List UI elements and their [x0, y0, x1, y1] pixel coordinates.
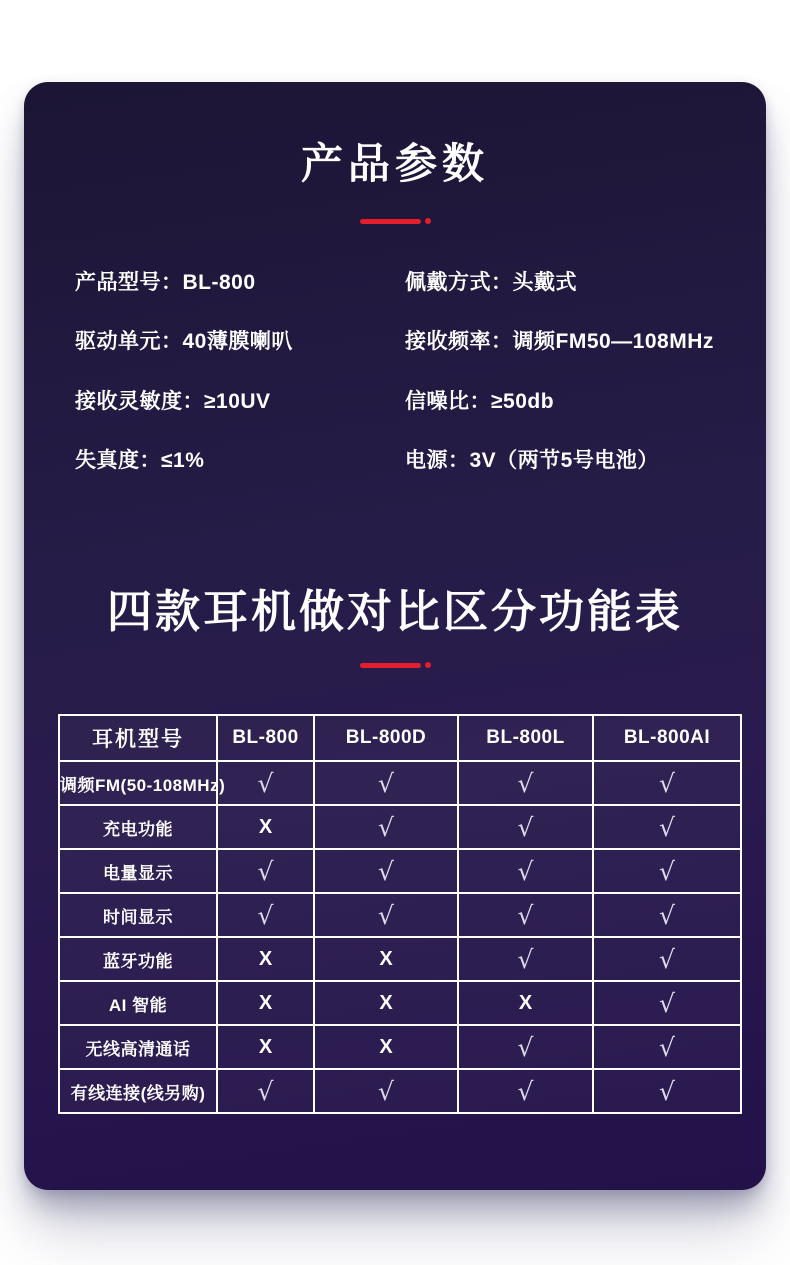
- check-mark: √: [593, 761, 741, 805]
- feature-label: 蓝牙功能: [59, 937, 217, 981]
- check-mark: √: [217, 1069, 314, 1113]
- check-mark: √: [458, 1025, 593, 1069]
- cross-mark: X: [314, 937, 458, 981]
- param-power: 电源：3V（两节5号电池）: [405, 449, 659, 473]
- feature-label: 无线高清通话: [59, 1025, 217, 1069]
- param-sensitivity: 接收灵敏度：≥10UV: [75, 389, 271, 413]
- check-mark: √: [593, 893, 741, 937]
- check-mark: √: [217, 849, 314, 893]
- red-dash: [360, 663, 421, 668]
- table-row: [59, 937, 741, 981]
- section1-title: 产品参数: [300, 140, 489, 187]
- red-dot: [425, 218, 431, 224]
- check-mark: √: [593, 1025, 741, 1069]
- check-mark: √: [593, 849, 741, 893]
- check-mark: √: [458, 1069, 593, 1113]
- param-driver: 驱动单元：40薄膜喇叭: [75, 330, 293, 354]
- feature-label: 有线连接(线另购): [59, 1069, 217, 1113]
- table-row: [59, 1069, 741, 1113]
- check-mark: √: [314, 1069, 458, 1113]
- table-header-row: [59, 715, 741, 761]
- check-mark: √: [314, 849, 458, 893]
- check-mark: √: [458, 937, 593, 981]
- table-row: [59, 805, 741, 849]
- table-header-BL-800AI: BL-800AI: [593, 715, 741, 761]
- table-header-model-col: 耳机型号: [59, 715, 217, 761]
- check-mark: √: [217, 893, 314, 937]
- cross-mark: X: [217, 981, 314, 1025]
- param-wearing-style: 佩戴方式：头戴式: [405, 270, 577, 294]
- param-model: 产品型号：BL-800: [75, 270, 256, 294]
- table-header-BL-800L: BL-800L: [458, 715, 593, 761]
- table-header-BL-800: BL-800: [217, 715, 314, 761]
- check-mark: √: [314, 893, 458, 937]
- feature-label: 充电功能: [59, 805, 217, 849]
- cross-mark: X: [314, 981, 458, 1025]
- feature-label: AI 智能: [59, 981, 217, 1025]
- table-row: [59, 849, 741, 893]
- param-frequency: 接收频率：调频FM50—108MHz: [405, 330, 714, 354]
- red-dot: [425, 662, 431, 668]
- param-snr: 信噪比：≥50db: [405, 389, 555, 413]
- table-row: [59, 981, 741, 1025]
- red-dash: [360, 219, 421, 224]
- check-mark: √: [593, 1069, 741, 1113]
- check-mark: √: [458, 805, 593, 849]
- cross-mark: X: [217, 937, 314, 981]
- check-mark: √: [593, 981, 741, 1025]
- section2-title: 四款耳机做对比区分功能表: [106, 586, 683, 637]
- check-mark: √: [593, 805, 741, 849]
- check-mark: √: [593, 937, 741, 981]
- params-column-left: [75, 251, 293, 489]
- param-distortion: 失真度：≤1%: [75, 449, 205, 473]
- red-underline-1: [24, 218, 766, 224]
- check-mark: √: [217, 761, 314, 805]
- cross-mark: X: [217, 1025, 314, 1069]
- check-mark: √: [458, 849, 593, 893]
- feature-label: 调频FM(50-108MHz): [59, 761, 217, 805]
- red-underline-2: [24, 662, 766, 668]
- check-mark: √: [458, 893, 593, 937]
- table-row: [59, 761, 741, 805]
- product-spec-card: [24, 82, 766, 1190]
- table-row: [59, 1025, 741, 1069]
- table-row: [59, 893, 741, 937]
- feature-label: 电量显示: [59, 849, 217, 893]
- cross-mark: X: [217, 805, 314, 849]
- check-mark: √: [458, 761, 593, 805]
- params-column-right: [405, 251, 714, 489]
- check-mark: √: [314, 761, 458, 805]
- comparison-table: [58, 714, 742, 1114]
- table-header-BL-800D: BL-800D: [314, 715, 458, 761]
- check-mark: √: [314, 805, 458, 849]
- cross-mark: X: [314, 1025, 458, 1069]
- cross-mark: X: [458, 981, 593, 1025]
- feature-label: 时间显示: [59, 893, 217, 937]
